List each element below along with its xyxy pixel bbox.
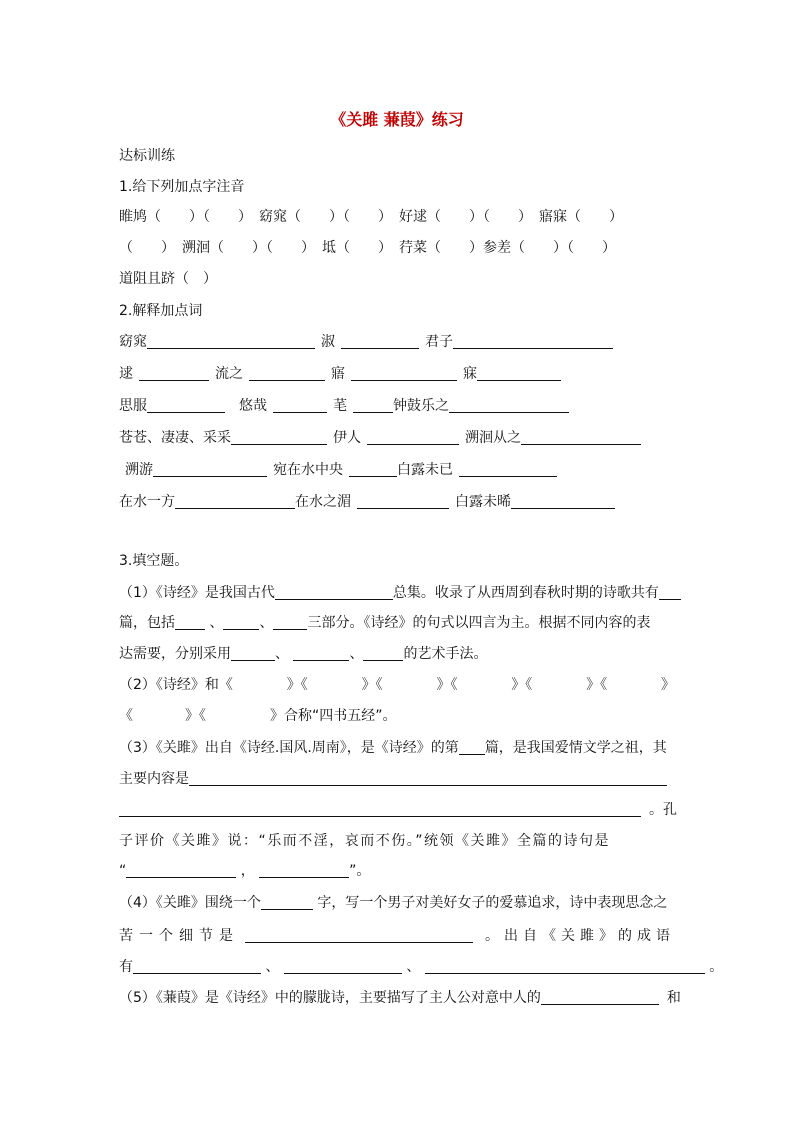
term: 苍苍、凄凄、采采 <box>119 430 231 446</box>
q3-p5-line-1 <box>119 988 681 1008</box>
answer-blank[interactable] <box>459 739 485 755</box>
term: 钟鼓乐之 <box>393 398 449 414</box>
answer-blank[interactable] <box>175 493 295 509</box>
term: 流之 <box>215 366 243 382</box>
text: 。出自《关雎》的成语 <box>485 928 675 944</box>
q3-p4-line-3: 有 、 、 。 <box>119 959 724 975</box>
text: 和 <box>666 990 681 1006</box>
answer-blank[interactable] <box>659 584 681 600</box>
answer-blank[interactable] <box>133 958 261 974</box>
term: 在水一方 <box>119 494 175 510</box>
answer-blank[interactable] <box>245 927 473 943</box>
q3-p3-line-2 <box>119 769 667 789</box>
answer-blank[interactable] <box>147 397 225 413</box>
q3-p4-line-2 <box>119 926 675 946</box>
term: 芼 <box>333 398 347 414</box>
q3-p4-line-1 <box>119 893 667 913</box>
page-title: 《关雎 蒹葭》练习 <box>330 110 464 129</box>
answer-blank[interactable] <box>139 365 209 381</box>
answer-blank[interactable] <box>293 645 349 661</box>
text: “ <box>119 863 127 879</box>
text: 三部分。《诗经》的句式以四言为主。根据不同内容的表 <box>307 615 651 631</box>
answer-blank[interactable] <box>284 958 402 974</box>
q2-row-6 <box>119 492 615 512</box>
q2-row-5 <box>125 460 557 480</box>
text: （4）《关雎》围绕一个 <box>119 895 261 911</box>
text: 总集。收录了从西周到春秋时期的诗歌共有 <box>392 585 659 601</box>
text: 主要内容是 <box>119 771 189 787</box>
term: 白露未已 <box>397 462 453 478</box>
text: 》合称“四书五经”。 <box>270 708 397 724</box>
q3-p2-line-1: （2）《诗经》和《 》《 》《 》《 》《 》《 》 <box>119 677 675 693</box>
answer-blank[interactable] <box>147 333 315 349</box>
q1-line-2: （ ） 溯洄（ ）（ ） 坻（ ） 荇菜（ ）参差（ ）（ ） <box>119 240 616 256</box>
answer-blank[interactable] <box>153 461 267 477</box>
term: 寐 <box>463 366 477 382</box>
q3-p2-line-2: 《 》《 》合称“四书五经”。 <box>119 708 397 724</box>
text: 篇，包括 <box>119 615 175 631</box>
answer-blank[interactable] <box>459 461 557 477</box>
text: （5）《蒹葭》是《诗经》中的朦胧诗，主要描写了主人公对意中人的 <box>119 990 541 1006</box>
answer-blank[interactable] <box>175 614 205 630</box>
text: 字，写一个男子对美好女子的爱慕追求，诗中表现思念之 <box>317 895 668 911</box>
answer-blank[interactable] <box>353 397 393 413</box>
q1-heading: 1.给下列加点字注音 <box>119 179 245 195</box>
q3-heading: 3.填空题。 <box>119 553 189 569</box>
term: 溯游 <box>125 462 153 478</box>
answer-blank[interactable] <box>249 365 325 381</box>
text: 有 <box>119 959 133 975</box>
answer-blank[interactable] <box>453 333 613 349</box>
q2-heading: 2.解释加点词 <box>119 303 203 319</box>
answer-blank[interactable] <box>261 894 313 910</box>
term: 淑 <box>321 334 335 350</box>
q2-row-3 <box>119 396 569 416</box>
text: （3）《关雎》出自《诗经.国风.周南》，是《诗经》的第 <box>119 740 459 756</box>
term: 悠哉 <box>239 398 267 414</box>
answer-blank[interactable] <box>477 365 561 381</box>
text: 达需要，分别采用 <box>119 646 231 662</box>
text: 。孔 <box>649 802 677 818</box>
q1-line-3: 道阻且跻（ ） <box>119 271 217 287</box>
q2-row-4 <box>119 428 641 448</box>
answer-blank[interactable] <box>521 429 641 445</box>
answer-blank[interactable] <box>349 461 397 477</box>
q3-p3-line-5: “ ， ”。 <box>119 863 371 879</box>
term: 思服 <box>119 398 147 414</box>
text: 苦一个细节是 <box>119 928 239 944</box>
answer-blank[interactable] <box>189 770 667 786</box>
answer-blank[interactable] <box>363 645 403 661</box>
answer-blank[interactable] <box>367 429 459 445</box>
term: 伊人 <box>333 430 361 446</box>
answer-blank[interactable] <box>341 333 419 349</box>
answer-blank[interactable] <box>275 584 393 600</box>
section-heading: 达标训练 <box>119 148 175 164</box>
q2-row-1 <box>119 332 613 352</box>
q3-p3-line-3 <box>119 800 677 820</box>
term: 逑 <box>119 366 133 382</box>
term: 白露未晞 <box>455 494 511 510</box>
answer-blank[interactable] <box>223 614 259 630</box>
answer-blank[interactable] <box>449 397 569 413</box>
answer-blank[interactable] <box>231 429 327 445</box>
q3-p3-line-1 <box>119 738 667 758</box>
q3-p1-line-1 <box>119 583 681 603</box>
term: 窈窕 <box>119 334 147 350</box>
text: 的艺术手法。 <box>403 646 488 662</box>
q3-p1-line-2: 篇，包括 、 、 三部分。《诗经》的句式以四言为主。根据不同内容的表 <box>119 615 651 631</box>
term: 溯洄从之 <box>465 430 521 446</box>
answer-blank[interactable] <box>119 801 641 817</box>
q1-line-1: 睢鸠（ ）（ ） 窈窕（ ）（ ） 好逑（ ）（ ） 寤寐（ ） <box>119 209 623 225</box>
q3-p3-line-4: 子评价《关雎》说：“乐而不淫，哀而不伤。”统领《关雎》全篇的诗句是 <box>119 833 611 849</box>
answer-blank[interactable] <box>126 862 236 878</box>
text: （1）《诗经》是我国古代 <box>119 585 275 601</box>
term: 在水之湄 <box>295 494 351 510</box>
answer-blank[interactable] <box>357 493 449 509</box>
answer-blank[interactable] <box>273 614 307 630</box>
answer-blank[interactable] <box>511 493 615 509</box>
text: 。 <box>709 959 724 975</box>
term: 宛在水中央 <box>273 462 343 478</box>
answer-blank[interactable] <box>541 989 659 1005</box>
text: 篇，是我国爱情文学之祖，其 <box>484 740 667 756</box>
answer-blank[interactable] <box>425 958 705 974</box>
term: 君子 <box>425 334 453 350</box>
answer-blank[interactable] <box>273 397 327 413</box>
q2-row-2 <box>119 364 561 384</box>
answer-blank[interactable] <box>259 862 349 878</box>
answer-blank[interactable] <box>231 645 275 661</box>
text: （2）《诗经》和《 <box>119 677 233 693</box>
term: 寤 <box>331 366 345 382</box>
q3-p1-line-3: 达需要，分别采用 、 、 的艺术手法。 <box>119 646 488 662</box>
answer-blank[interactable] <box>351 365 457 381</box>
text: ”。 <box>349 863 371 879</box>
